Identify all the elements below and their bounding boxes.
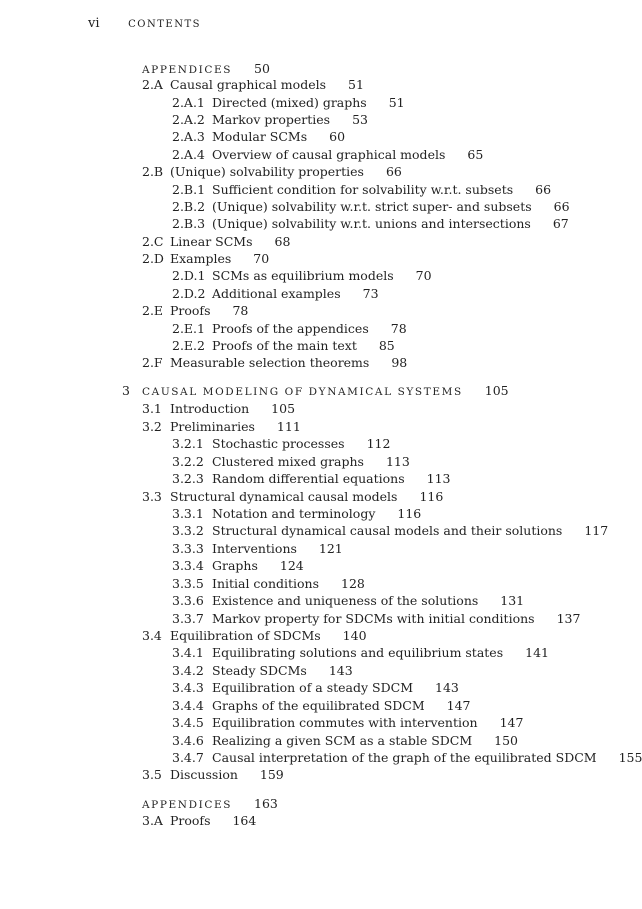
toc-title: Preliminaries: [170, 419, 255, 434]
toc-number: 3.4.4: [172, 698, 204, 713]
running-header: [88, 16, 201, 31]
toc-number: 3.3.7: [172, 611, 204, 626]
toc-page: 140: [342, 628, 367, 643]
toc-entry[interactable]: [172, 286, 379, 302]
toc-page: 147: [499, 715, 524, 730]
toc-entry[interactable]: [172, 454, 410, 470]
toc-page: 147: [446, 698, 471, 713]
toc-title: Linear SCMs: [170, 234, 253, 249]
toc-entry[interactable]: [172, 112, 368, 128]
toc-title: Equilibration commutes with intervention: [212, 715, 478, 730]
toc-page: 155: [618, 750, 642, 765]
toc-title: Initial conditions: [212, 576, 320, 591]
toc-entry[interactable]: [172, 680, 459, 696]
toc-number: 3.2: [142, 419, 162, 434]
toc-title: Random differential equations: [212, 471, 405, 486]
toc-entry[interactable]: [172, 95, 405, 111]
toc-entry[interactable]: [172, 733, 518, 749]
toc-title: Clustered mixed graphs: [212, 454, 364, 469]
toc-title: Additional examples: [212, 286, 341, 301]
toc-page: 116: [397, 506, 422, 521]
toc-page: 68: [274, 234, 291, 249]
toc-page: 70: [253, 251, 270, 266]
toc-page: 137: [556, 611, 581, 626]
toc-entry[interactable]: [172, 216, 569, 232]
toc-number: 3.3.6: [172, 593, 204, 608]
toc-number: 3.4: [142, 628, 162, 643]
toc-page: 66: [553, 199, 570, 214]
toc-page: 141: [525, 645, 549, 660]
toc-title: Equilibrating solutions and equilibrium states: [212, 645, 504, 660]
toc-title: APPENDICES: [142, 799, 233, 811]
toc-entry[interactable]: [172, 663, 353, 679]
toc-number: 3.3.2: [172, 523, 204, 538]
toc-page: 105: [484, 383, 509, 398]
toc-entry[interactable]: [142, 813, 256, 829]
toc-title: Measurable selection theorems: [170, 355, 370, 370]
toc-chapter[interactable]: [122, 383, 509, 400]
toc-title: SCMs as equilibrium models: [212, 268, 394, 283]
toc-entry[interactable]: [142, 628, 367, 644]
toc-entry[interactable]: [172, 576, 365, 592]
toc-title: Graphs of the equilibrated SDCM: [212, 698, 425, 713]
toc-title: (Unique) solvability properties: [170, 164, 364, 179]
toc-entry[interactable]: [172, 129, 345, 145]
toc-number: 3.3.3: [172, 541, 204, 556]
toc-page: 112: [366, 436, 391, 451]
toc-page: 98: [391, 355, 408, 370]
toc-title: Sufficient condition for solvability w.r.t. subsets: [212, 182, 514, 197]
toc-number: 3.4.6: [172, 733, 204, 748]
toc-number: 2.A.1: [172, 95, 205, 110]
toc-page: 150: [494, 733, 519, 748]
running-title: CONTENTS: [128, 19, 201, 30]
toc-title: APPENDICES: [142, 64, 233, 76]
toc-page: 65: [467, 147, 484, 162]
toc-entry[interactable]: [142, 419, 301, 435]
toc-entry[interactable]: [172, 593, 524, 609]
toc-number: 3.4.3: [172, 680, 204, 695]
toc-page: 128: [341, 576, 365, 591]
toc-number: 2.A.3: [172, 129, 205, 144]
toc-entry[interactable]: [142, 77, 364, 93]
toc-title: Proofs of the appendices: [212, 321, 369, 336]
toc-title: Equilibration of a steady SDCM: [212, 680, 413, 695]
toc-page: 131: [500, 593, 525, 608]
toc-title: Causal graphical models: [170, 77, 326, 92]
toc-page: 66: [535, 182, 552, 197]
toc-entry[interactable]: [172, 199, 570, 215]
toc-page: 105: [271, 401, 296, 416]
toc-number: 3: [122, 383, 130, 398]
toc-entry[interactable]: [172, 523, 608, 539]
toc-title: Notation and terminology: [212, 506, 376, 521]
toc-number: 3.1: [142, 401, 162, 416]
toc-title: (Unique) solvability w.r.t. strict super- and subsets: [212, 199, 532, 214]
toc-page: 143: [328, 663, 353, 678]
toc-title: Modular SCMs: [212, 129, 308, 144]
toc-entry[interactable]: [142, 355, 407, 371]
toc-title: Overview of causal graphical models: [212, 147, 446, 162]
toc-entry[interactable]: [142, 234, 290, 250]
toc-number: 2.B.1: [172, 182, 206, 197]
toc-page: 78: [232, 303, 249, 318]
toc-entry[interactable]: [172, 541, 343, 557]
toc-number: 3.4.1: [172, 645, 204, 660]
toc-number: 3.4.5: [172, 715, 204, 730]
toc-title: Examples: [170, 251, 232, 266]
toc-entry[interactable]: [172, 698, 471, 714]
toc-page: 164: [232, 813, 257, 828]
toc-number: 2.B.3: [172, 216, 206, 231]
toc-number: 2.B: [142, 164, 164, 179]
toc-page: 85: [378, 338, 395, 353]
toc-entry[interactable]: [142, 251, 269, 267]
toc-page: 51: [348, 77, 364, 92]
toc-number: 2.D.1: [172, 268, 206, 283]
toc-number: 3.2.2: [172, 454, 204, 469]
toc-page: 78: [390, 321, 407, 336]
toc-title: Interventions: [212, 541, 297, 556]
toc-heading[interactable]: [142, 796, 278, 813]
toc-page: 50: [254, 61, 270, 76]
toc-page: 143: [435, 680, 459, 695]
toc-title: Proofs of the main text: [212, 338, 357, 353]
toc-number: 2.E: [142, 303, 164, 318]
toc-page: 51: [388, 95, 405, 110]
toc-number: 3.3.1: [172, 506, 204, 521]
toc-entry[interactable]: [142, 164, 402, 180]
toc-number: 3.2.3: [172, 471, 204, 486]
toc-number: 2.F: [142, 355, 163, 370]
toc-entry[interactable]: [172, 182, 551, 198]
toc-entry[interactable]: [172, 436, 390, 452]
toc-title: Directed (mixed) graphs: [212, 95, 367, 110]
toc-number: 2.B.2: [172, 199, 206, 214]
toc-entry[interactable]: [172, 321, 407, 337]
toc-number: 2.E.2: [172, 338, 205, 353]
toc-entry[interactable]: [172, 715, 523, 731]
toc-title: Discussion: [170, 767, 238, 782]
toc-number: 3.5: [142, 767, 162, 782]
toc-title: Structural dynamical causal models: [170, 489, 398, 504]
toc-page: 70: [415, 268, 432, 283]
toc-page: 73: [362, 286, 379, 301]
toc-page: 121: [318, 541, 343, 556]
toc-number: 2.C: [142, 234, 164, 249]
toc-heading[interactable]: [142, 61, 270, 78]
toc-entry[interactable]: [172, 645, 549, 661]
toc-entry[interactable]: [172, 147, 483, 163]
toc-title: (Unique) solvability w.r.t. unions and intersections: [212, 216, 531, 231]
toc-title: Stochastic processes: [212, 436, 345, 451]
toc-number: 3.3: [142, 489, 162, 504]
toc-number: 2.A.2: [172, 112, 205, 127]
toc-entry[interactable]: [142, 767, 284, 783]
toc-entry[interactable]: [172, 338, 395, 354]
toc-number: 3.3.5: [172, 576, 204, 591]
toc-page: 67: [552, 216, 569, 231]
toc-entry[interactable]: [172, 268, 432, 284]
toc-entry[interactable]: [172, 750, 642, 766]
toc-number: 3.4.2: [172, 663, 204, 678]
toc-entry[interactable]: [172, 506, 421, 522]
toc-title: Proofs: [170, 303, 211, 318]
toc-title: Proofs: [170, 813, 211, 828]
toc-page: 113: [426, 471, 451, 486]
toc-entry[interactable]: [142, 489, 443, 505]
toc-page: 53: [352, 112, 368, 127]
toc-page: 124: [279, 558, 304, 573]
toc-number: 2.E.1: [172, 321, 205, 336]
toc-number: 2.A.4: [172, 147, 205, 162]
toc-page: 66: [385, 164, 402, 179]
toc-title: Introduction: [170, 401, 250, 416]
toc-entry[interactable]: [172, 611, 580, 627]
toc-entry[interactable]: [142, 401, 295, 417]
toc-title: Existence and uniqueness of the solutions: [212, 593, 479, 608]
toc-number: 3.3.4: [172, 558, 204, 573]
toc-page: 60: [329, 129, 346, 144]
toc-title: Structural dynamical causal models and their solutions: [212, 523, 563, 538]
toc-page: 117: [584, 523, 609, 538]
toc-page: 163: [254, 796, 278, 811]
toc-title: Steady SDCMs: [212, 663, 307, 678]
toc-number: 2.D.2: [172, 286, 206, 301]
toc-page: 116: [419, 489, 444, 504]
toc-entry[interactable]: [172, 471, 450, 487]
toc-title: Markov properties: [212, 112, 331, 127]
toc-number: 3.2.1: [172, 436, 204, 451]
toc-title: Realizing a given SCM as a stable SDCM: [212, 733, 473, 748]
toc-page: 159: [259, 767, 284, 782]
toc-title: Causal interpretation of the graph of the equilibrated SDCM: [212, 750, 597, 765]
toc-title: Equilibration of SDCMs: [170, 628, 321, 643]
page-number: vi: [88, 16, 100, 31]
toc-entry[interactable]: [172, 558, 304, 574]
toc-number: 2.D: [142, 251, 164, 266]
toc-number: 2.A: [142, 77, 163, 92]
toc-entry[interactable]: [142, 303, 248, 319]
toc-number: 3.4.7: [172, 750, 204, 765]
toc-page: 113: [385, 454, 410, 469]
toc-title: Markov property for SDCMs with initial conditions: [212, 611, 535, 626]
toc-title: Graphs: [212, 558, 258, 573]
toc-number: 3.A: [142, 813, 163, 828]
toc-page: 111: [276, 419, 301, 434]
toc-title: CAUSAL MODELING OF DYNAMICAL SYSTEMS: [142, 386, 463, 398]
